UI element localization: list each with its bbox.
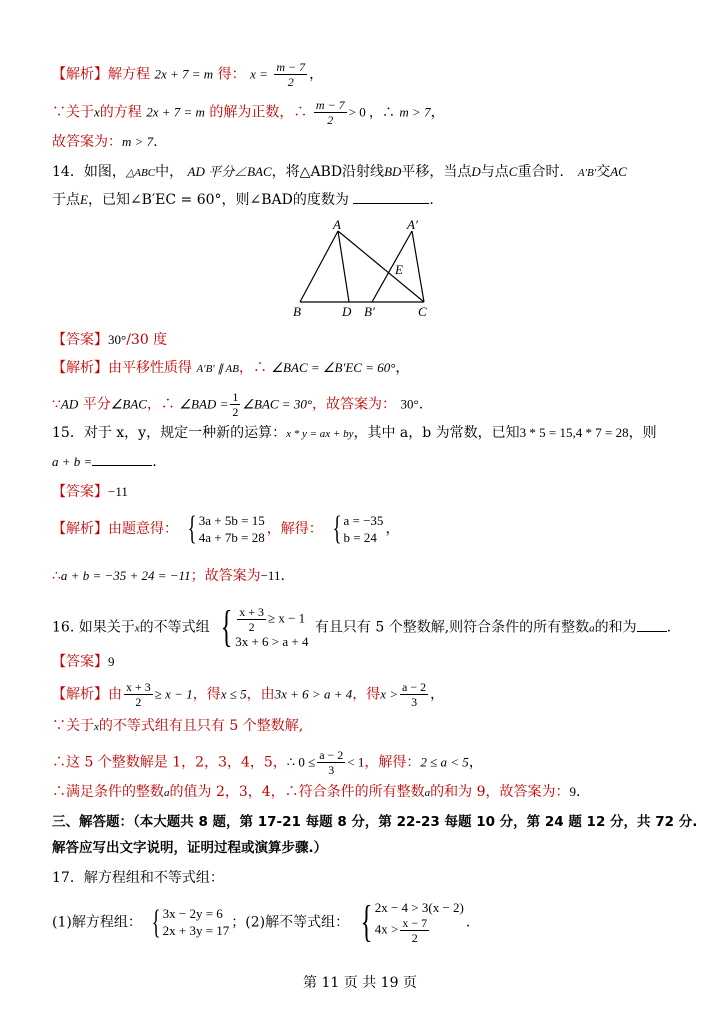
label-E: E — [395, 262, 403, 277]
question-16 — [52, 602, 672, 651]
page-footer: 第 11 页 共 19 页 — [303, 975, 417, 991]
fraction: $\frac{a - 2}{3}$ — [402, 680, 427, 709]
fraction: $\frac{a - 2}{3}$ — [319, 748, 344, 777]
analysis-15-line-1 — [52, 512, 399, 546]
text: > 0 ，∴ — [348, 104, 395, 120]
var: x — [94, 721, 99, 733]
answer-value-alt: 30 度 — [130, 332, 168, 348]
text: (1)解方程组： — [52, 914, 142, 931]
segment-label: A′B′ — [577, 167, 597, 179]
text: 的和为 9，故答案为： — [430, 784, 570, 800]
text: 的和为 — [594, 619, 637, 636]
text: ，得 — [352, 686, 381, 703]
text: D — [471, 164, 481, 179]
text: ∴符合条件的所有整数 — [284, 784, 425, 800]
text: ，解得： — [364, 754, 421, 771]
answer-15 — [52, 482, 128, 502]
var: x — [94, 104, 100, 120]
analysis-tag: 【解析】 — [52, 686, 108, 703]
var: a — [424, 787, 431, 799]
expression: 3x + 6 > a + 4 — [274, 686, 353, 702]
label-A: A — [333, 218, 341, 232]
answer-14 — [52, 330, 167, 350]
text: 的解为正数，∴ — [209, 104, 308, 121]
analysis-tag: 【解析】 — [52, 521, 108, 537]
punct: ， — [430, 686, 445, 703]
label-B: B — [293, 304, 301, 319]
text: 14．如图， — [52, 164, 126, 180]
text: ；(2)解不等式组： — [231, 914, 350, 931]
text: 中， — [155, 164, 184, 180]
expression: x = — [250, 66, 268, 82]
punct: ， — [309, 66, 324, 83]
expression: A′B′ ∥ AB — [196, 363, 239, 375]
equation: 2x + 7 = m — [154, 66, 214, 82]
punct: . — [280, 568, 285, 584]
expression: < 1 — [347, 754, 365, 770]
analysis-16-line-4 — [52, 782, 580, 803]
punct: ， — [395, 360, 410, 376]
analysis-16-line-1 — [52, 680, 444, 709]
inequality-system: { 2x − 4 > 3(x − 2) 4x > $\frac{x - 7}{2}$ — [360, 897, 464, 946]
text: ，得 — [192, 686, 221, 703]
analysis-14-line-2 — [52, 390, 423, 419]
text: ；故答案为 — [190, 568, 261, 584]
analysis-line-2 — [52, 98, 445, 127]
text: AD 平分∠BAC — [187, 164, 272, 179]
punct: . — [153, 134, 158, 150]
text: 16. 如果关于 — [52, 619, 135, 636]
text: ，故答案为： — [312, 396, 397, 413]
expression: ≥ x − 1 — [154, 686, 193, 702]
text: 的值为 2，3，4， — [169, 784, 285, 800]
answer-value: 30° — [108, 332, 127, 347]
text: BD — [384, 164, 402, 179]
text: C — [508, 164, 518, 179]
label-C: C — [418, 304, 427, 319]
expression: ∠BAD = — [179, 396, 229, 412]
text: 的不等式组有且只有 5 个整数解, — [98, 718, 304, 734]
expression: ∴ 0 ≤ — [286, 754, 316, 770]
text: ，将△ABD沿射线 — [271, 164, 385, 180]
section-3-instructions: 解答应写出文字说明，证明过程或演算步骤.） — [52, 840, 328, 856]
question-15-line-1 — [52, 423, 657, 444]
text: AC — [610, 164, 627, 179]
expression: a + b = — [52, 454, 93, 469]
punct: . — [429, 192, 434, 208]
text: 平移，当点 — [401, 164, 472, 180]
question-14-line-2 — [52, 190, 434, 210]
equation-system: { 3x − 2y = 6 2x + 3y = 17 — [151, 903, 230, 941]
question-17: 17．解方程组和不等式组： — [52, 870, 224, 886]
expression: x > — [380, 686, 399, 702]
text: ，则 — [628, 425, 657, 441]
punct: . — [666, 619, 672, 636]
text: 15．对于 x，y，规定一种新的运算： — [52, 425, 287, 441]
text: 与点 — [480, 164, 509, 180]
text: 故答案为： — [52, 134, 122, 150]
var: a — [164, 787, 170, 799]
text: ∵关于 — [52, 718, 94, 734]
text: 有且只有 5 个整数解,则符合条件的所有整数 — [314, 619, 590, 636]
text: ，∴ — [146, 396, 175, 413]
question-17-parts — [52, 897, 471, 946]
answer-blank — [92, 465, 152, 466]
text: 的方程 — [99, 104, 142, 121]
expression: a + b = −35 + 24 = −11 — [60, 568, 191, 583]
punct: ， — [468, 754, 483, 771]
answer-line — [52, 132, 158, 152]
text: ，解得： — [266, 521, 323, 537]
answer-value: 30° — [400, 396, 419, 412]
text: 的不等式组 — [139, 619, 210, 636]
var: a — [589, 622, 595, 635]
text: 得： — [217, 66, 246, 83]
equation: 2x + 7 = m — [146, 104, 205, 120]
answer-tag: 【答案】 — [52, 332, 108, 348]
text: AD — [60, 396, 79, 412]
text: ，∴ — [238, 360, 267, 376]
text: 重合时． — [517, 164, 574, 180]
text: ∵关于 — [52, 104, 94, 121]
answer-value: 9 — [108, 654, 115, 669]
equation-system: { 3a + 5b = 15 4a + 7b = 28 — [188, 510, 265, 547]
expression: x ≤ 5 — [220, 686, 247, 702]
analysis-15-line-2 — [52, 566, 285, 586]
answer-tag: 【答案】 — [52, 484, 108, 500]
inequality-system: { $\frac{x + 3}{2}$ ≥ x − 1 3x + 6 > a + 4 — [220, 602, 309, 651]
fraction: $\frac{x + 3}{2}$ — [126, 680, 151, 709]
var: x — [134, 622, 140, 635]
punct: ， — [430, 104, 445, 121]
question-14-line-1 — [52, 162, 627, 183]
punct: . — [152, 454, 157, 470]
answer-tag: 【答案】 — [52, 654, 108, 670]
expression: 3 * 5 = 15,4 * 7 = 28 — [519, 425, 629, 440]
label-D: D — [342, 304, 352, 319]
fraction: $\frac{m - 7}{2}$ — [276, 60, 306, 89]
triangle-figure — [285, 218, 445, 320]
analysis-14-line-1 — [52, 358, 409, 379]
analysis-tag: 【解析】 — [52, 360, 108, 376]
analysis-tag: 【解析】 — [52, 66, 108, 83]
fraction: $\frac{m - 7}{2}$ — [315, 98, 345, 127]
solution-system: { a = −35 b = 24 — [332, 510, 384, 547]
text: 解方程 — [108, 66, 150, 83]
expression: 2 ≤ a < 5 — [420, 754, 469, 770]
analysis-16-line-2 — [52, 716, 303, 737]
question-15-line-2 — [52, 452, 157, 472]
answer-blank — [637, 631, 667, 632]
text: 交 — [596, 164, 611, 180]
answer-16 — [52, 652, 115, 672]
text: / — [126, 332, 131, 348]
text: 由 — [108, 686, 122, 703]
fraction: $\frac{1}{2}$ — [232, 390, 239, 419]
punct: ， — [385, 521, 400, 537]
text: ∴满足条件的整数 — [52, 784, 164, 800]
expression: m > 7 — [122, 134, 154, 149]
text: 由题意得： — [108, 521, 178, 537]
answer-blank — [353, 203, 429, 204]
section-3-heading: 三、解答题：（本大题共 8 题，第 17-21 每题 8 分，第 22-23 每题 10 分，第 24 题 12 分，共 72 分. — [52, 814, 698, 830]
text: ∴ — [52, 568, 61, 584]
text: ∠BAC — [110, 396, 147, 412]
answer-value: 9 — [569, 784, 577, 799]
text: 平分 — [82, 396, 111, 413]
label-A-prime: A′ — [407, 218, 418, 232]
text: ∵ — [52, 396, 61, 413]
punct: . — [576, 784, 581, 800]
answer-value: −11 — [108, 484, 128, 499]
expression: ∠BAC = 30° — [242, 396, 313, 412]
answer-value: −11 — [260, 568, 281, 583]
punct: . — [465, 914, 471, 931]
analysis-line-1 — [52, 60, 323, 89]
text: E — [80, 192, 88, 207]
text: ，由 — [246, 686, 275, 703]
text: 由平移性质得 — [108, 360, 192, 376]
text: 于点 — [52, 192, 80, 208]
expression: x * y = ax + by — [286, 428, 354, 440]
triangle-label: △ABC — [125, 167, 156, 179]
label-B-prime: B′ — [364, 304, 375, 319]
expression: ∠BAC = ∠B′EC = 60° — [271, 360, 396, 375]
analysis-16-line-3 — [52, 748, 483, 777]
text: ，已知∠B′EC = 60°，则∠BAD的度数为 — [87, 192, 349, 208]
punct: . — [418, 396, 424, 413]
text: ，其中 a，b 为常数，已知 — [353, 425, 520, 441]
expression: m > 7 — [399, 104, 431, 120]
text: ∴这 5 个整数解是 1，2，3，4，5， — [52, 754, 287, 771]
